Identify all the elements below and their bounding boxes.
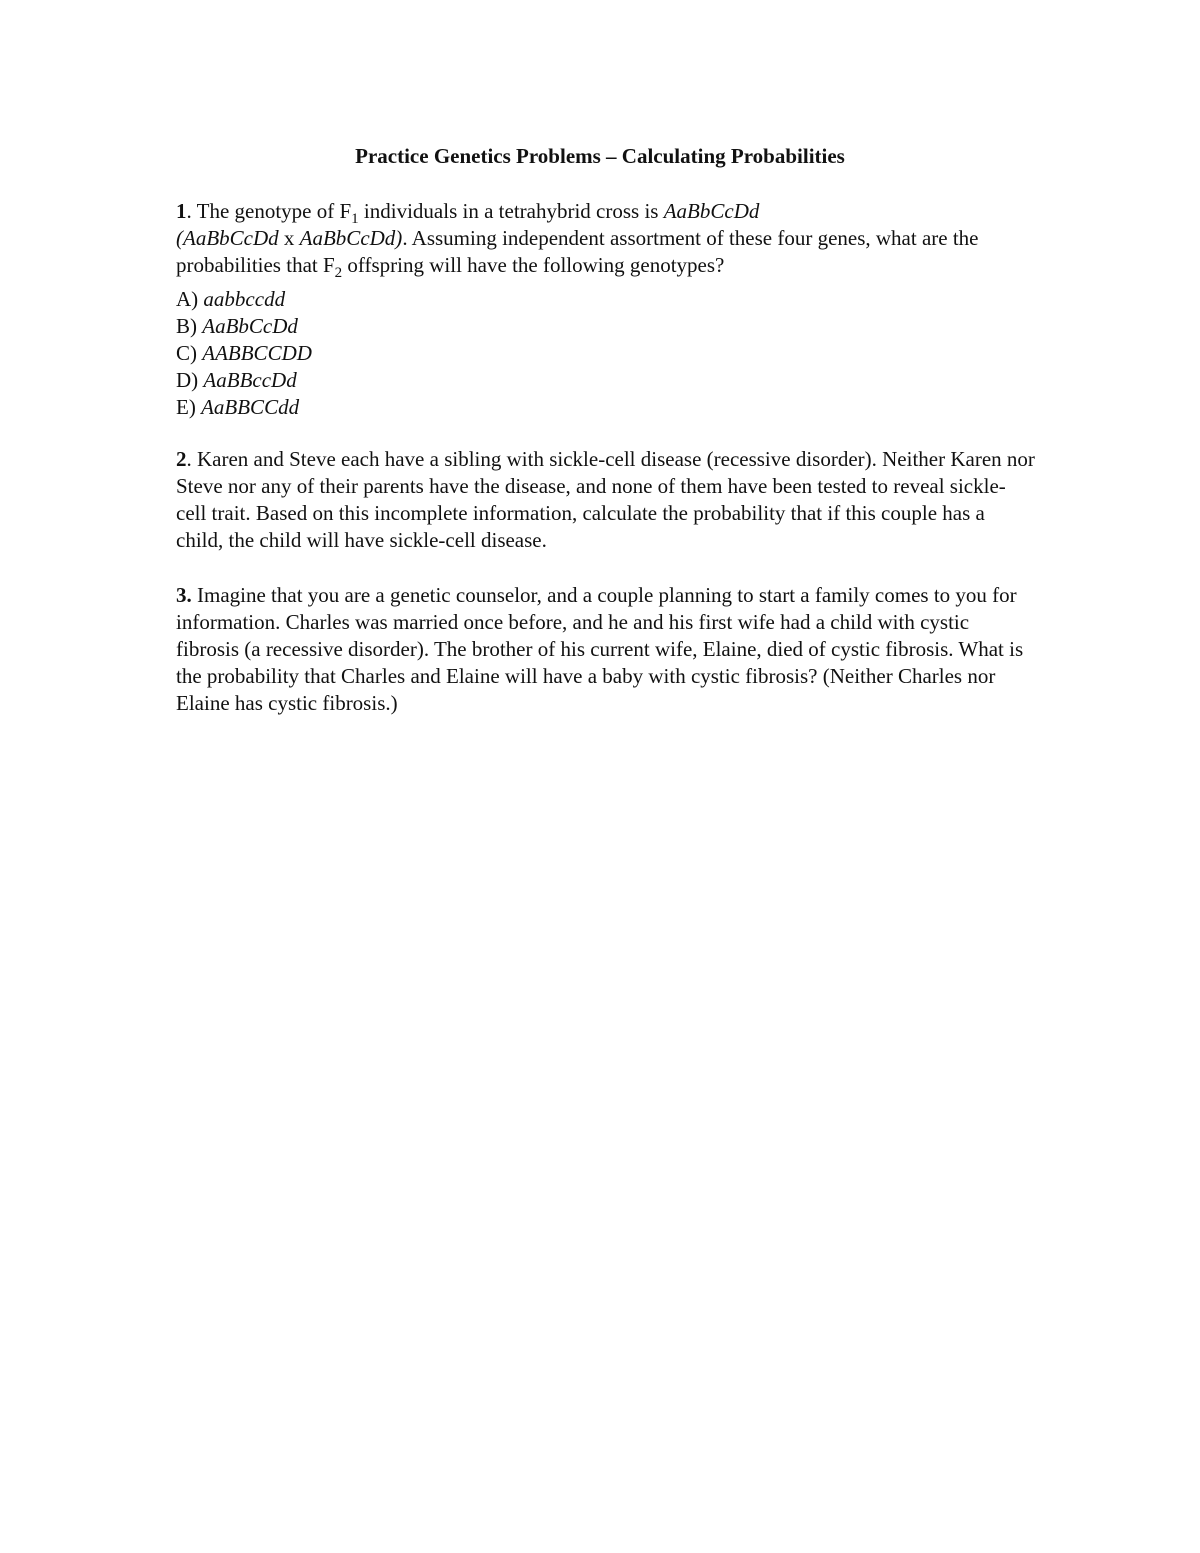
question-1 xyxy=(176,198,1036,279)
option-letter: D) xyxy=(176,368,204,392)
question-1-subscript-1: 1 xyxy=(351,211,359,227)
document-body xyxy=(176,198,1036,717)
question-1-cross-left: (AaBbCcDd xyxy=(176,226,279,250)
question-1-text-c: . Assuming independent assortment of these four genes, what are the probabilities that F xyxy=(176,226,979,277)
option-letter: E) xyxy=(176,395,202,419)
question-1-subscript-2: 2 xyxy=(334,265,343,281)
question-1-number: 1 xyxy=(176,199,187,223)
option-genotype: aabbccdd xyxy=(203,287,286,311)
question-1-cross-x: x xyxy=(278,226,300,250)
question-1-text-b: individuals in a tetrahybrid cross is xyxy=(358,199,664,223)
question-2-number: 2 xyxy=(176,447,187,471)
question-3 xyxy=(176,582,1036,717)
question-3-number: 3. xyxy=(176,583,192,607)
option-c xyxy=(176,340,1036,367)
question-1-cross-right: AaBbCcDd) xyxy=(299,226,403,250)
option-letter: A) xyxy=(176,287,204,311)
option-a xyxy=(176,286,1036,313)
option-genotype: AaBbCcDd xyxy=(202,314,298,338)
question-1-text-d: offspring will have the following genotypes? xyxy=(342,253,725,277)
option-b xyxy=(176,313,1036,340)
question-3-text: Imagine that you are a genetic counselor, and a couple planning to start a family comes to you for information. Charles was married once before, and he and his first wife had a child with cystic fibrosis (a recessive disorder). The brother of his current wife, Elaine, died of cystic fibrosis. What is the probability that Charles and Elaine will have a baby with cystic fibrosis? (Neither Charles nor Elaine has cystic fibrosis.) xyxy=(176,583,1024,715)
option-genotype: AABBCCDD xyxy=(202,341,312,365)
question-1-genotype: AaBbCcDd xyxy=(663,199,760,223)
question-2-text: . Karen and Steve each have a sibling with sickle-cell disease (recessive disorder). Neither Karen nor Steve nor any of their parents have the disease, and none of them have been tested to reveal sickle-cell trait. Based on this incomplete information, calculate the probability that if this couple has a child, the child will have sickle-cell disease. xyxy=(176,447,1035,552)
option-letter: B) xyxy=(176,314,203,338)
option-genotype: AaBBCCdd xyxy=(201,395,300,419)
option-e xyxy=(176,394,1036,421)
option-genotype: AaBBccDd xyxy=(203,368,297,392)
document-title: Practice Genetics Problems – Calculating Probabilities xyxy=(355,144,845,168)
question-1-text-a: . The genotype of F xyxy=(186,199,352,223)
option-d xyxy=(176,367,1036,394)
question-2 xyxy=(176,446,1036,554)
question-1-options xyxy=(176,286,1036,421)
option-letter: C) xyxy=(176,341,203,365)
